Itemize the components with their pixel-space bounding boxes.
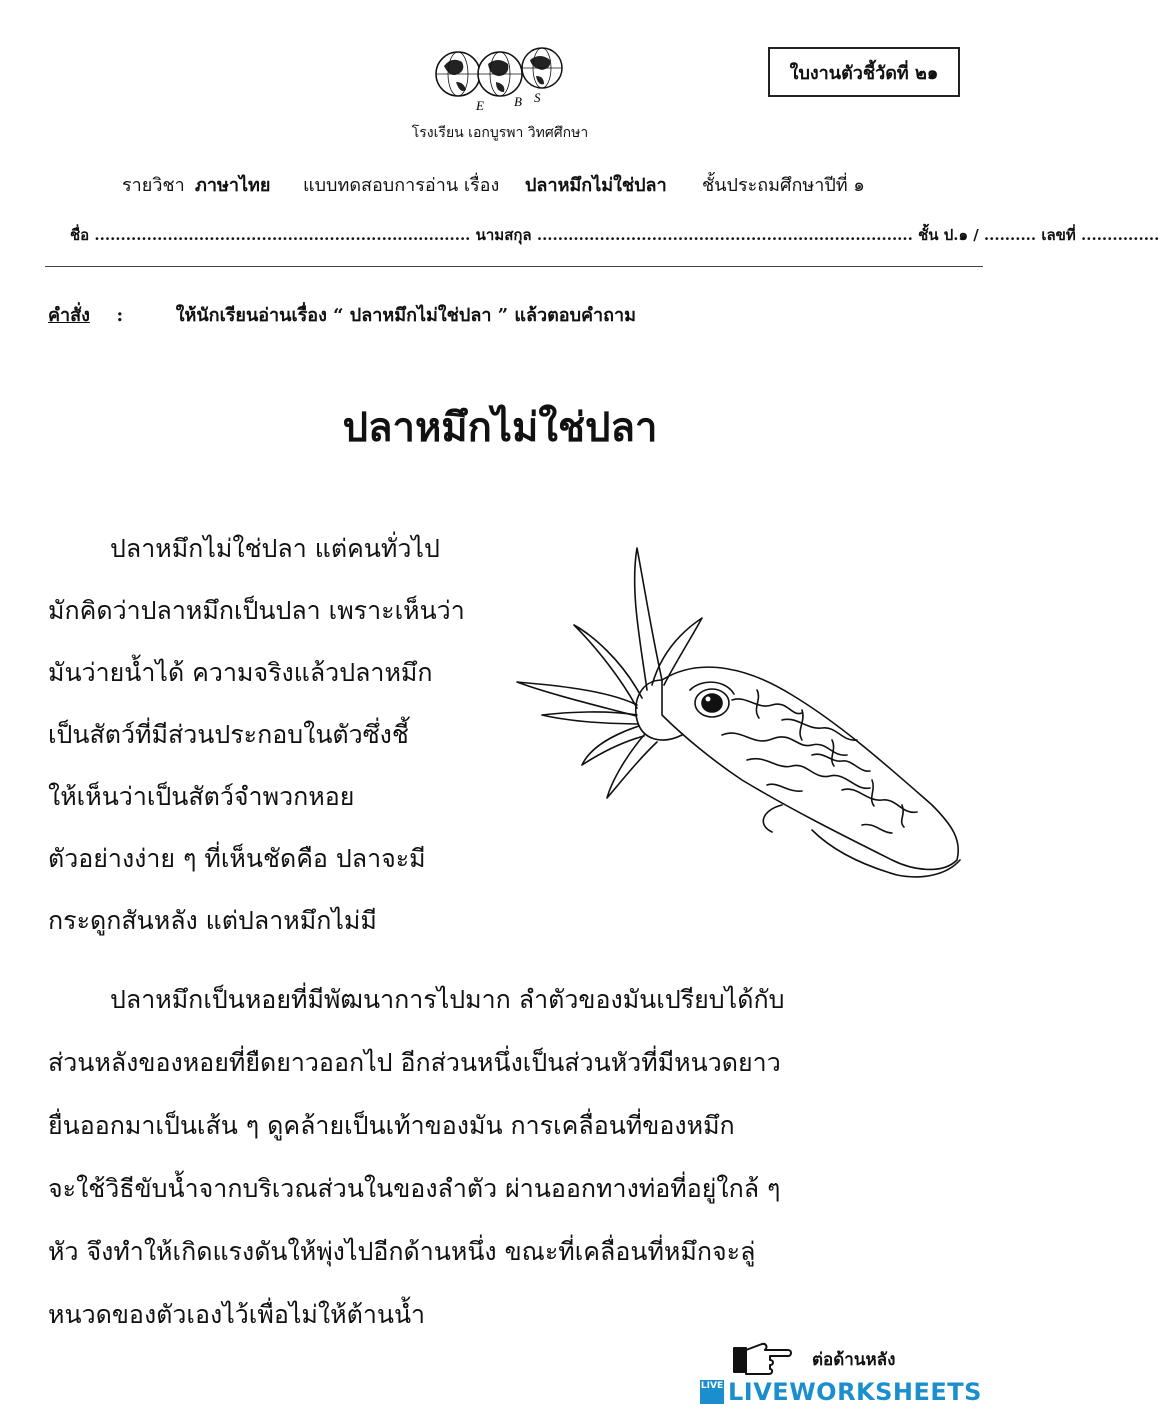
paragraph-line: จะใช้วิธีขับน้ำจากบริเวณส่วนในของลำตัว ผ่านออกทางท่อที่อยู่ใกล้ ๆ	[48, 1174, 781, 1203]
next-page-label: ต่อด้านหลัง	[812, 1350, 896, 1370]
worksheet-number-label: ใบงานตัวชี้วัดที่ ๒๑	[789, 62, 939, 84]
grade-level: ชั้นประถมศึกษาปีที่ ๑	[702, 175, 865, 196]
subject-name: ภาษาไทย	[195, 175, 271, 196]
paragraph-line: เป็นสัตว์ที่มีส่วนประกอบในตัวซึ่งชี้	[48, 720, 409, 749]
paragraph-line: ยื่นออกมาเป็นเส้น ๆ ดูคล้ายเป็นเท้าของมัน การเคลื่อนที่ของหมึก	[48, 1111, 735, 1140]
story-paragraph-1	[48, 518, 518, 952]
paragraph-line: ให้เห็นว่าเป็นสัตว์จำพวกหอย	[48, 782, 355, 811]
subject-prefix: รายวิชา	[122, 175, 185, 196]
liveworksheets-watermark	[700, 1376, 982, 1408]
pointing-hand-icon	[732, 1338, 792, 1378]
instruction-separator: :	[116, 305, 124, 326]
story-paragraph-2	[48, 968, 968, 1346]
paragraph-line: กระดูกสันหลัง แต่ปลาหมึกไม่มี	[48, 906, 377, 935]
logo-letter-b: B	[514, 94, 522, 109]
paragraph-line: มันว่ายน้ำได้ ความจริงแล้วปลาหมึก	[48, 658, 433, 687]
school-logo	[430, 44, 570, 114]
paragraph-line: ปลาหมึกเป็นหอยที่มีพัฒนาการไปมาก ลำตัวของมันเปรียบได้กับ	[110, 985, 785, 1014]
paragraph-line: หนวดของตัวเองไว้เพื่อไม่ให้ต้านน้ำ	[48, 1300, 426, 1329]
squid-illustration	[512, 540, 962, 885]
instruction-label: คำสั่ง	[48, 305, 90, 326]
paragraph-line: มักคิดว่าปลาหมึกเป็นปลา เพราะเห็นว่า	[48, 596, 465, 625]
test-prefix: แบบทดสอบการอ่าน เรื่อง	[303, 175, 500, 196]
paragraph-line: ส่วนหลังของหอยที่ยืดยาวออกไป อีกส่วนหนึ่งเป็นส่วนหัวที่มีหนวดยาว	[48, 1048, 781, 1077]
worksheet-number-box	[768, 47, 960, 97]
story-title: ปลาหมึกไม่ใช่ปลา	[342, 404, 658, 451]
watermark-badge: LIVE	[700, 1380, 724, 1404]
instruction-text: ให้นักเรียนอ่านเรื่อง “ ปลาหมึกไม่ใช่ปลา ” แล้วตอบคำถาม	[175, 305, 637, 326]
school-name: โรงเรียน เอกบูรพา วิทศศึกษา	[411, 125, 589, 141]
instruction	[48, 300, 636, 329]
test-title: ปลาหมึกไม่ใช่ปลา	[525, 175, 667, 196]
student-info-line: ชื่อ ........................................................................ นามสกุล ........................................................................ ชั้น ป.๑ / .......... เลขที่ ...............	[70, 226, 1159, 244]
paragraph-line: ตัวอย่างง่าย ๆ ที่เห็นชัดคือ ปลาจะมี	[48, 844, 426, 873]
paragraph-line: หัว จึงทำให้เกิดแรงดันให้พุ่งไปอีกด้านหนึ่ง ขณะที่เคลื่อนที่หมึกจะลู่	[48, 1237, 756, 1266]
logo-letter-s: S	[534, 90, 541, 105]
watermark-text: LIVEWORKSHEETS	[728, 1378, 982, 1406]
logo-letter-e: E	[476, 98, 484, 113]
paragraph-line: ปลาหมึกไม่ใช่ปลา แต่คนทั่วไป	[110, 534, 440, 563]
header-divider	[45, 266, 983, 267]
